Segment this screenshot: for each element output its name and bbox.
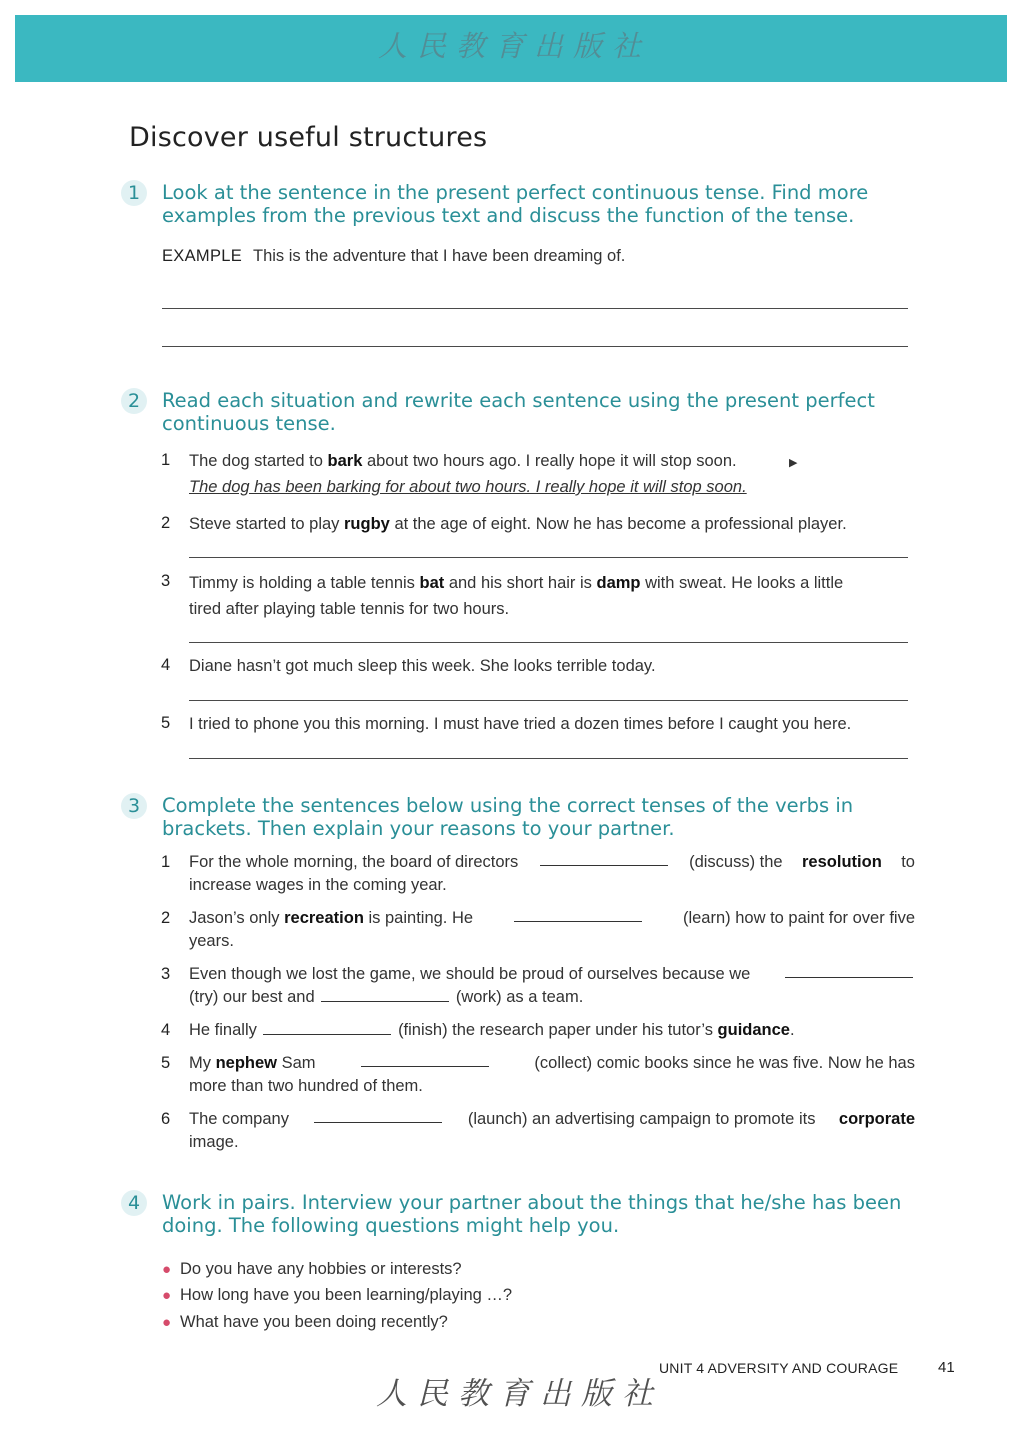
question-item: Do you have any hobbies or interests?: [180, 1260, 462, 1278]
exercise-item: For the whole morning, the board of directors (discuss) the resolution to increase wages in the coming year.: [189, 853, 915, 894]
fill-blank[interactable]: [263, 1020, 391, 1035]
section-2-number: 2: [121, 388, 147, 414]
item-number: 5: [161, 714, 171, 732]
example-answer: The dog has been barking for about two hours. I really hope it will stop soon.: [189, 478, 747, 496]
section-2-title: Read each situation and rewrite each sentence using the present perfect continuous tense.: [162, 389, 875, 435]
exercise-item: Diane hasn’t got much sleep this week. She looks terrible today.: [189, 657, 656, 675]
question-item: What have you been doing recently?: [180, 1313, 448, 1331]
answer-line[interactable]: [189, 758, 908, 759]
section-3-title: Complete the sentences below using the correct tenses of the verbs in brackets. Then explain your reasons to your partner.: [162, 794, 854, 840]
fill-blank[interactable]: [514, 907, 642, 922]
exercise-item: Timmy is holding a table tennis bat and his short hair is damp with sweat. He looks a little tired after playing table tennis for two hours.: [189, 574, 844, 618]
item-number: 2: [161, 514, 171, 532]
page-number: 41: [938, 1359, 955, 1376]
answer-line[interactable]: [189, 700, 908, 701]
item-number: 3: [161, 965, 171, 983]
exercise-item: He finally (finish) the research paper under his tutor’s guidance.: [189, 1021, 795, 1039]
example-label: EXAMPLE: [162, 247, 243, 265]
fill-blank[interactable]: [540, 851, 668, 866]
exercise-item: Steve started to play rugby at the age of eight. Now he has become a professional player.: [189, 515, 847, 533]
bullet-icon: ●: [162, 1261, 172, 1278]
publisher-logo-header: 人民教育出版社: [378, 29, 652, 63]
item-number: 1: [161, 853, 171, 871]
answer-line[interactable]: [189, 557, 908, 558]
publisher-logo-footer: 人民教育出版社: [376, 1376, 663, 1412]
page-title: Discover useful structures: [129, 122, 488, 153]
section-3-number: 3: [121, 793, 147, 819]
example-text: This is the adventure that I have been dreaming of.: [253, 247, 626, 265]
fill-blank[interactable]: [314, 1108, 442, 1123]
item-number: 1: [161, 451, 171, 469]
item-number: 4: [161, 1021, 171, 1039]
exercise-item: Even though we lost the game, we should be proud of ourselves because we (try) our best and (work) as a team.: [189, 963, 915, 1009]
item-number: 3: [161, 572, 171, 590]
section-4-number: 4: [121, 1190, 147, 1216]
item-number: 5: [161, 1054, 171, 1072]
bullet-icon: ●: [162, 1287, 172, 1304]
fill-blank[interactable]: [361, 1052, 489, 1067]
answer-line[interactable]: [162, 346, 908, 347]
exercise-item: The company (launch) an advertising campaign to promote its corporate image.: [189, 1110, 915, 1151]
exercise-item: I tried to phone you this morning. I must have tried a dozen times before I caught you here.: [189, 715, 852, 733]
fill-blank[interactable]: [785, 963, 913, 978]
bullet-icon: ●: [162, 1314, 172, 1331]
item-number: 4: [161, 656, 171, 674]
item-number: 6: [161, 1110, 171, 1128]
section-1-number: 1: [121, 180, 147, 206]
answer-line[interactable]: [162, 308, 908, 309]
exercise-item: My nephew Sam (collect) comic books since he was five. Now he has more than two hundred of them.: [189, 1054, 915, 1095]
answer-line[interactable]: [189, 642, 908, 643]
exercise-item: The dog started to bark about two hours ago. I really hope it will stop soon.: [189, 452, 737, 470]
footer-unit-label: UNIT 4 ADVERSITY AND COURAGE: [659, 1360, 899, 1376]
item-number: 2: [161, 909, 171, 927]
exercise-item: Jason’s only recreation is painting. He (learn) how to paint for over five years.: [189, 909, 915, 950]
question-item: How long have you been learning/playing …?: [180, 1286, 513, 1304]
play-arrow-icon: ▶: [789, 457, 798, 469]
section-4-title: Work in pairs. Interview your partner about the things that he/she has been doing. The following questions might help you.: [162, 1191, 902, 1237]
fill-blank[interactable]: [321, 987, 449, 1002]
section-1-title: Look at the sentence in the present perfect continuous tense. Find more examples from the previous text and discuss the function of the tense.: [162, 181, 869, 227]
